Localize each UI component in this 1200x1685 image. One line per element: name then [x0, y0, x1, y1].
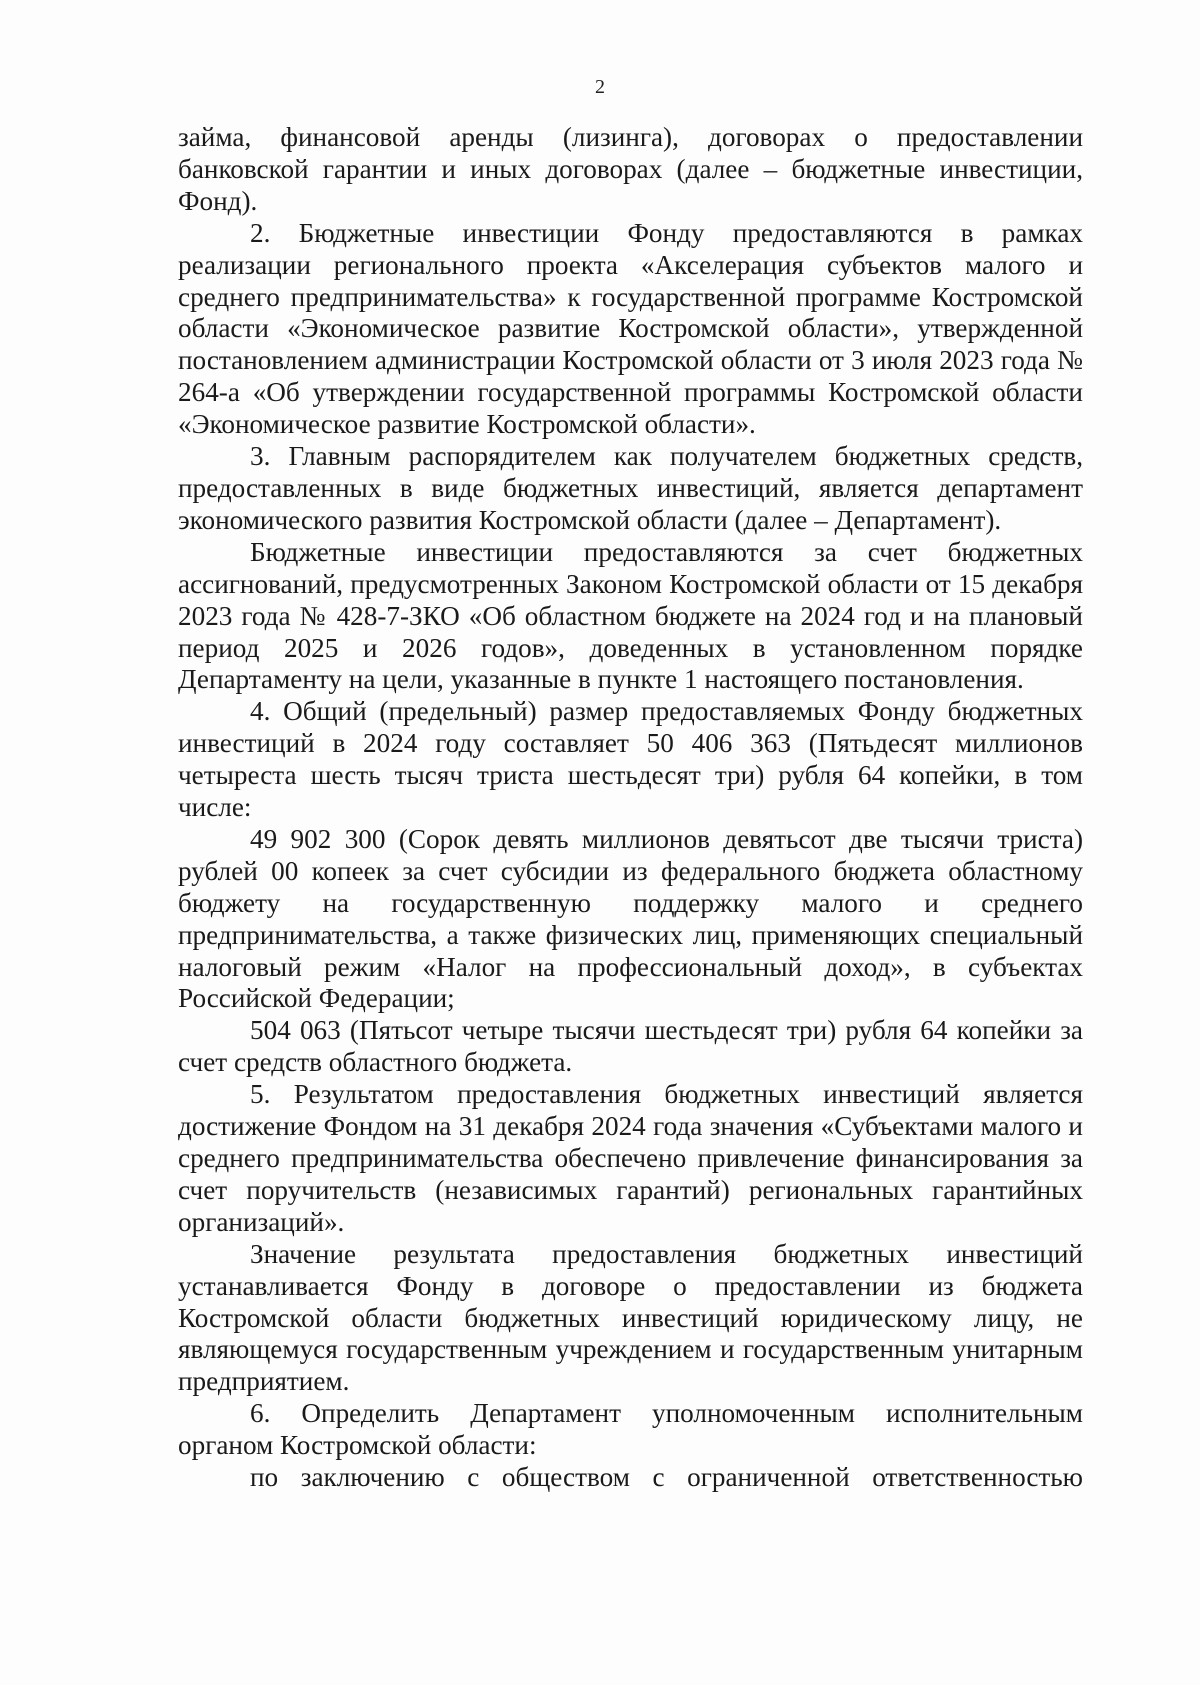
paragraph-federal-subsidy: 49 902 300 (Сорок девять миллионов девятьсот две тысячи триста) рублей 00 копеек за счет субсидии из федерального бюджета областному бюджету на государственную поддержку малого и среднего предпринимательства, а также физических лиц, применяющих специальный налоговый режим «Налог на профессиональный доход», в субъектах Российской Федерации; [178, 823, 1083, 1014]
paragraph-intro: займа, финансовой аренды (лизинга), договорах о предоставлении банковской гарантии и иных договорах (далее – бюджетные инвестиции, Фонд). [178, 122, 1083, 216]
document-body [178, 122, 1083, 1494]
paragraph-item-4: 4. Общий (предельный) размер предоставляемых Фонду бюджетных инвестиций в 2024 году составляет 50 406 363 (Пятьдесят миллионов четыреста шесть тысяч триста шестьдесят три) рубля 64 копейки, в том числе: [178, 696, 1083, 823]
paragraph-item-5: 5. Результатом предоставления бюджетных инвестиций является достижение Фондом на 31 декабря 2024 года значения «Субъектами малого и среднего предпринимательства обеспечено привлечение финансирования за счет поручительств (независимых гарантий) региональных гарантийных организаций». [178, 1079, 1083, 1237]
paragraph-investments-source: Бюджетные инвестиции предоставляются за счет бюджетных ассигнований, предусмотренных Законом Костромской области от 15 декабря 2023 года № 428-7-ЗКО «Об областном бюджете на 2024 год и на плановый период 2025 и 2026 годов», доведенных в установленном порядке Департаменту на цели, указанные в пункте 1 настоящего постановления. [178, 536, 1083, 695]
page-number: 2 [595, 76, 605, 98]
paragraph-conclusion-start: по заключению с обществом с ограниченной ответственностью [250, 1462, 1083, 1493]
paragraph-item-3: 3. Главным распорядителем как получателем бюджетных средств, предоставленных в виде бюджетных инвестиций, является департамент экономического развития Костромской области (далее – Департамент). [178, 441, 1083, 535]
paragraph-item-6: 6. Определить Департамент уполномоченным исполнительным органом Костромской области: [178, 1398, 1083, 1461]
paragraph-result-value: Значение результата предоставления бюджетных инвестиций устанавливается Фонду в договоре о предоставлении из бюджета Костромской области бюджетных инвестиций юридическому лицу, не являющемуся государственным учреждением и государственным унитарным предприятием. [178, 1238, 1083, 1397]
paragraph-regional-budget: 504 063 (Пятьсот четыре тысячи шестьдесят три) рубля 64 копейки за счет средств областного бюджета. [178, 1015, 1083, 1078]
paragraph-item-2: 2. Бюджетные инвестиции Фонду предоставляются в рамках реализации регионального проекта «Акселерация субъектов малого и среднего предпринимательства» к государственной программе Костромской области «Экономическое развитие Костромской области», утвержденной постановлением администрации Костромской области от 3 июля 2023 года № 264-а «Об утверждении государственной программы Костромской области «Экономическое развитие Костромской области». [178, 217, 1083, 440]
